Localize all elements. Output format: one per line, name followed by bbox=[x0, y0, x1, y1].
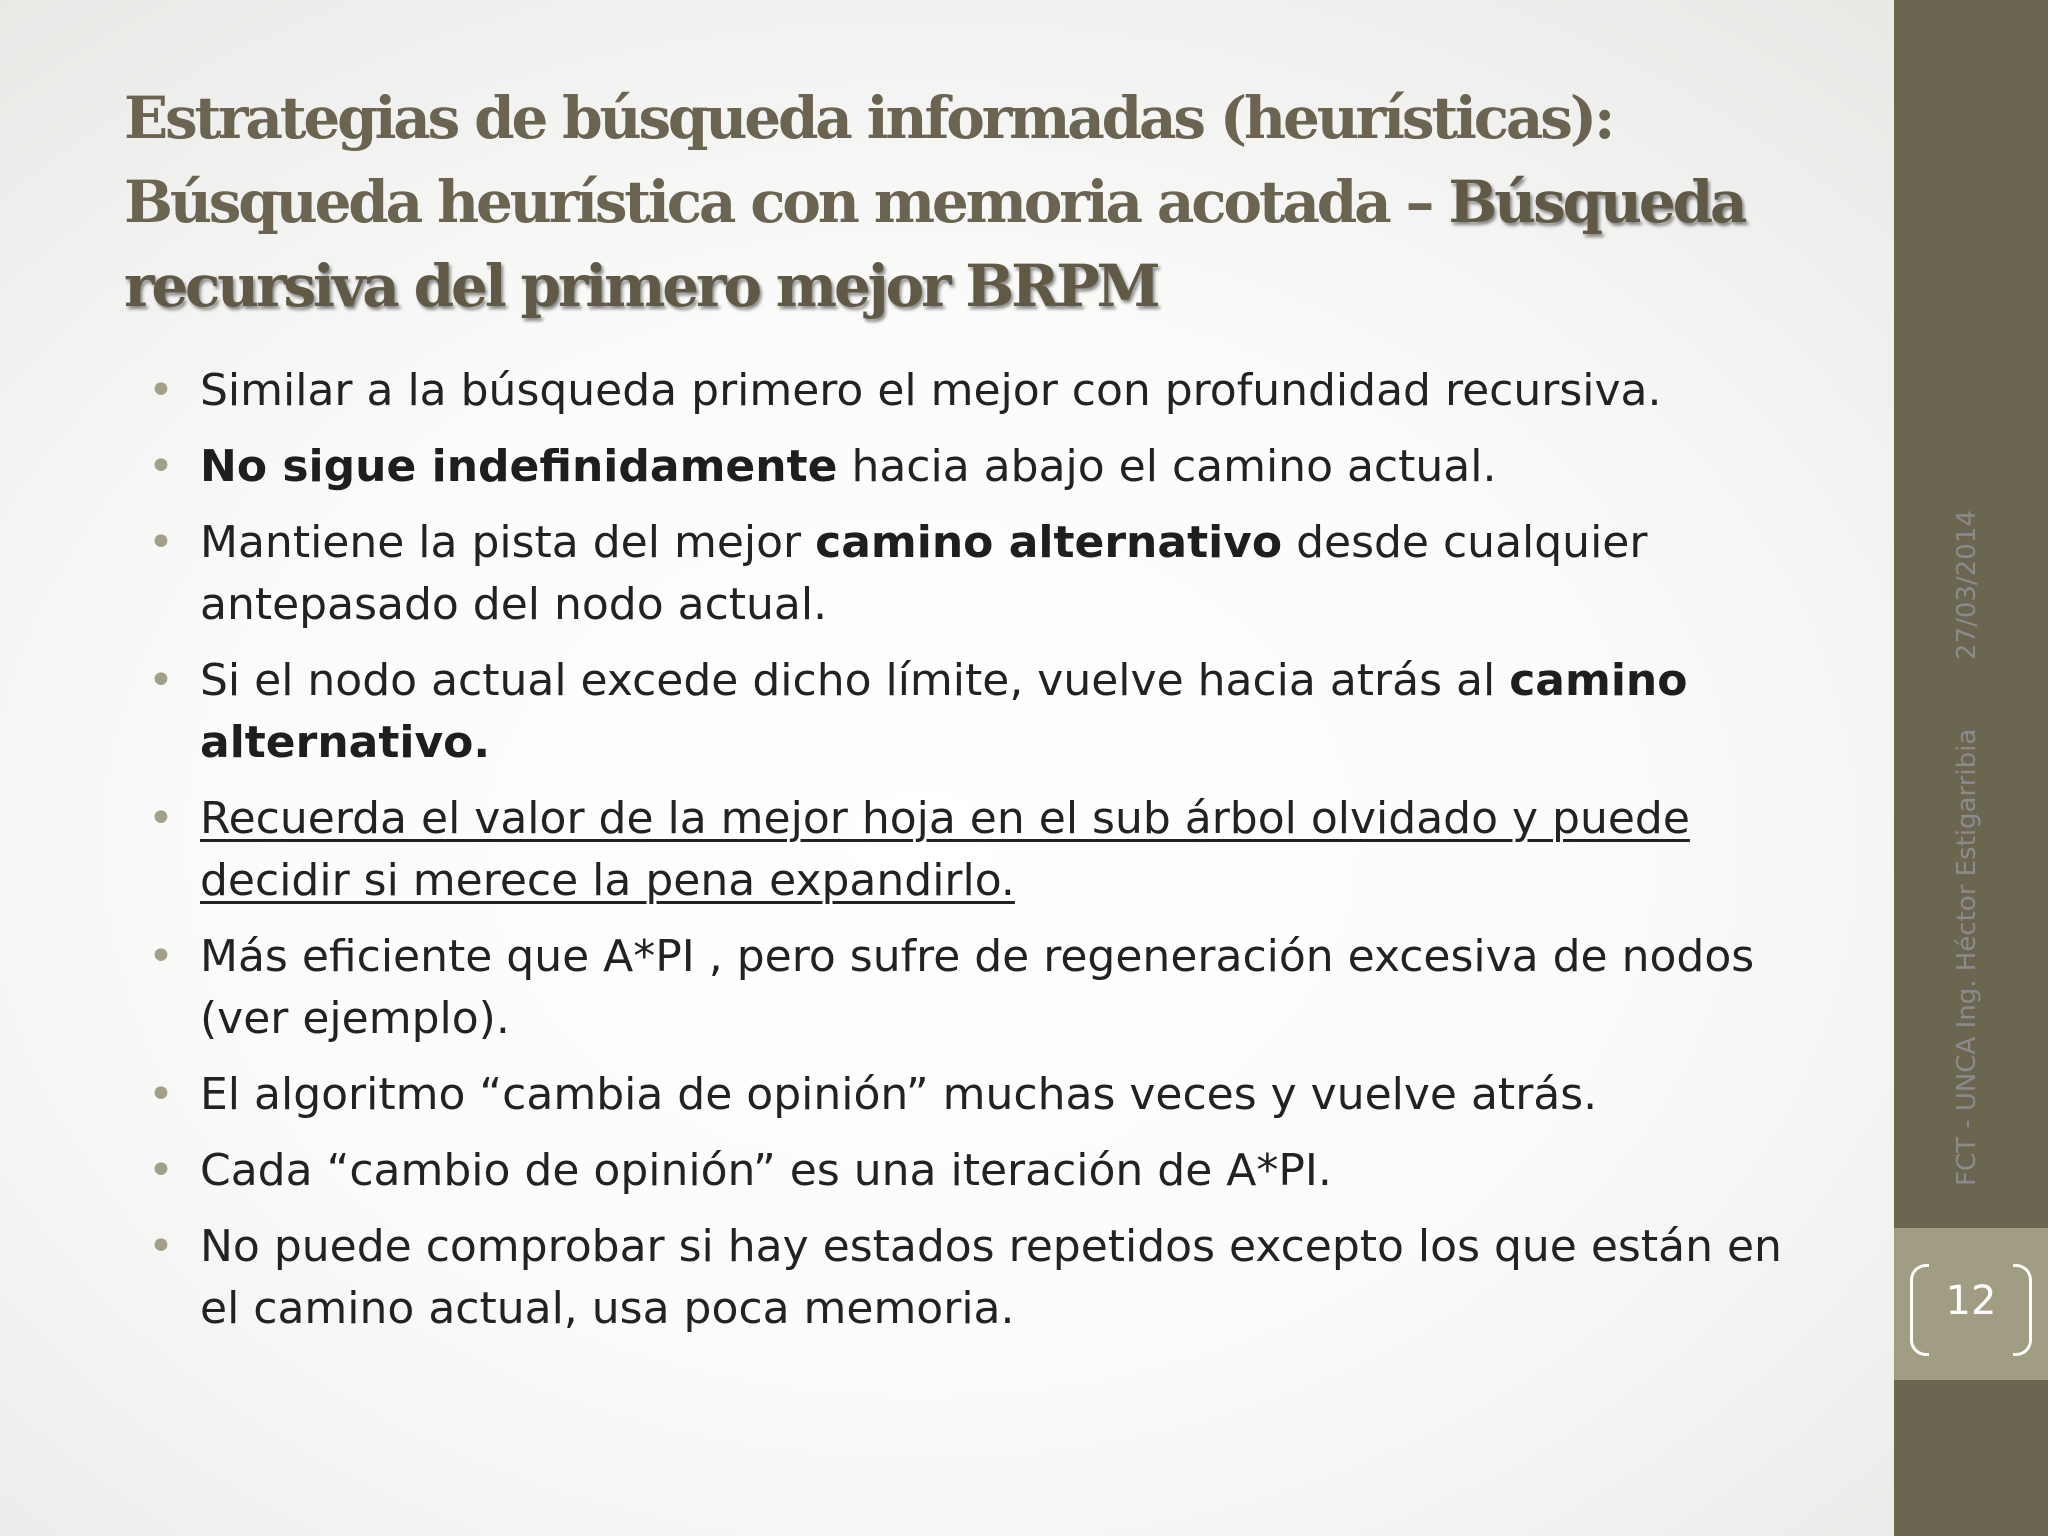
page-number: 12 bbox=[1945, 1278, 1997, 1324]
bullet-list bbox=[148, 360, 1798, 1354]
title-emphasis-1: Búsqueda bbox=[1448, 168, 1745, 236]
bullet-dot: • bbox=[148, 931, 174, 982]
bullet-dot: • bbox=[148, 655, 174, 706]
bullet-dot: • bbox=[148, 1145, 174, 1196]
bullet-text-before: Mantiene la pista del mejor bbox=[200, 517, 816, 568]
bullet-item bbox=[148, 650, 1798, 774]
bullet-item bbox=[148, 926, 1798, 1050]
slide-title bbox=[124, 76, 1764, 328]
bullet-item bbox=[148, 1064, 1798, 1126]
bullet-text-after: hacia abajo el camino actual. bbox=[837, 441, 1497, 492]
bullet-text: No puede comprobar si hay estados repetidos excepto los que están en el camino actual, usa poca memoria. bbox=[200, 1221, 1782, 1334]
bullet-item bbox=[148, 788, 1798, 912]
bullet-text: Cada “cambio de opinión” es una iteración de A*PI. bbox=[200, 1145, 1332, 1196]
bullet-bold-text: camino alternativo. bbox=[200, 655, 1688, 768]
bullet-text bbox=[200, 655, 1687, 768]
bullet-dot: • bbox=[148, 365, 174, 416]
footer-author-text: FCT - UNCA Ing. Héctor Estigarribia bbox=[1952, 728, 1982, 1186]
slide-date: 27/03/2014 bbox=[1952, 510, 1982, 660]
bullet-text: El algoritmo “cambia de opinión” muchas veces y vuelve atrás. bbox=[200, 1069, 1598, 1120]
bullet-item bbox=[148, 360, 1798, 422]
bullet-dot: • bbox=[148, 517, 174, 568]
title-emphasis-2: recursiva del primero mejor BRPM bbox=[124, 252, 1158, 320]
bullet-text: Similar a la búsqueda primero el mejor con profundidad recursiva. bbox=[200, 365, 1662, 416]
bullet-dot: • bbox=[148, 1221, 174, 1272]
bullet-bold-text: No sigue indefinidamente bbox=[200, 441, 838, 492]
bullet-dot: • bbox=[148, 441, 174, 492]
bullet-item bbox=[148, 436, 1798, 498]
bullet-dot: • bbox=[148, 793, 174, 844]
title-line-2: Búsqueda heurística con memoria acotada – bbox=[124, 168, 1449, 236]
title-line-1: Estrategias de búsqueda informadas (heurísticas): bbox=[124, 84, 1613, 152]
bullet-text bbox=[200, 441, 1496, 492]
bullet-item bbox=[148, 512, 1798, 636]
page-number-box bbox=[1894, 1228, 2048, 1380]
bullet-text: Más eficiente que A*PI , pero sufre de regeneración excesiva de nodos (ver ejemplo). bbox=[200, 931, 1755, 1044]
bullet-bold-text: camino alternativo bbox=[815, 517, 1283, 568]
bullet-text-after: desde cualquier antepasado del nodo actual. bbox=[200, 517, 1648, 630]
bullet-item bbox=[148, 1216, 1798, 1340]
bullet-text-before: Si el nodo actual excede dicho límite, vuelve hacia atrás al bbox=[200, 655, 1510, 706]
bullet-item bbox=[148, 1140, 1798, 1202]
bullet-text-underlined: Recuerda el valor de la mejor hoja en el sub árbol olvidado y puede decidir si merece la pena expandirlo. bbox=[200, 793, 1690, 906]
bullet-dot: • bbox=[148, 1069, 174, 1120]
bullet-text bbox=[200, 517, 1647, 630]
